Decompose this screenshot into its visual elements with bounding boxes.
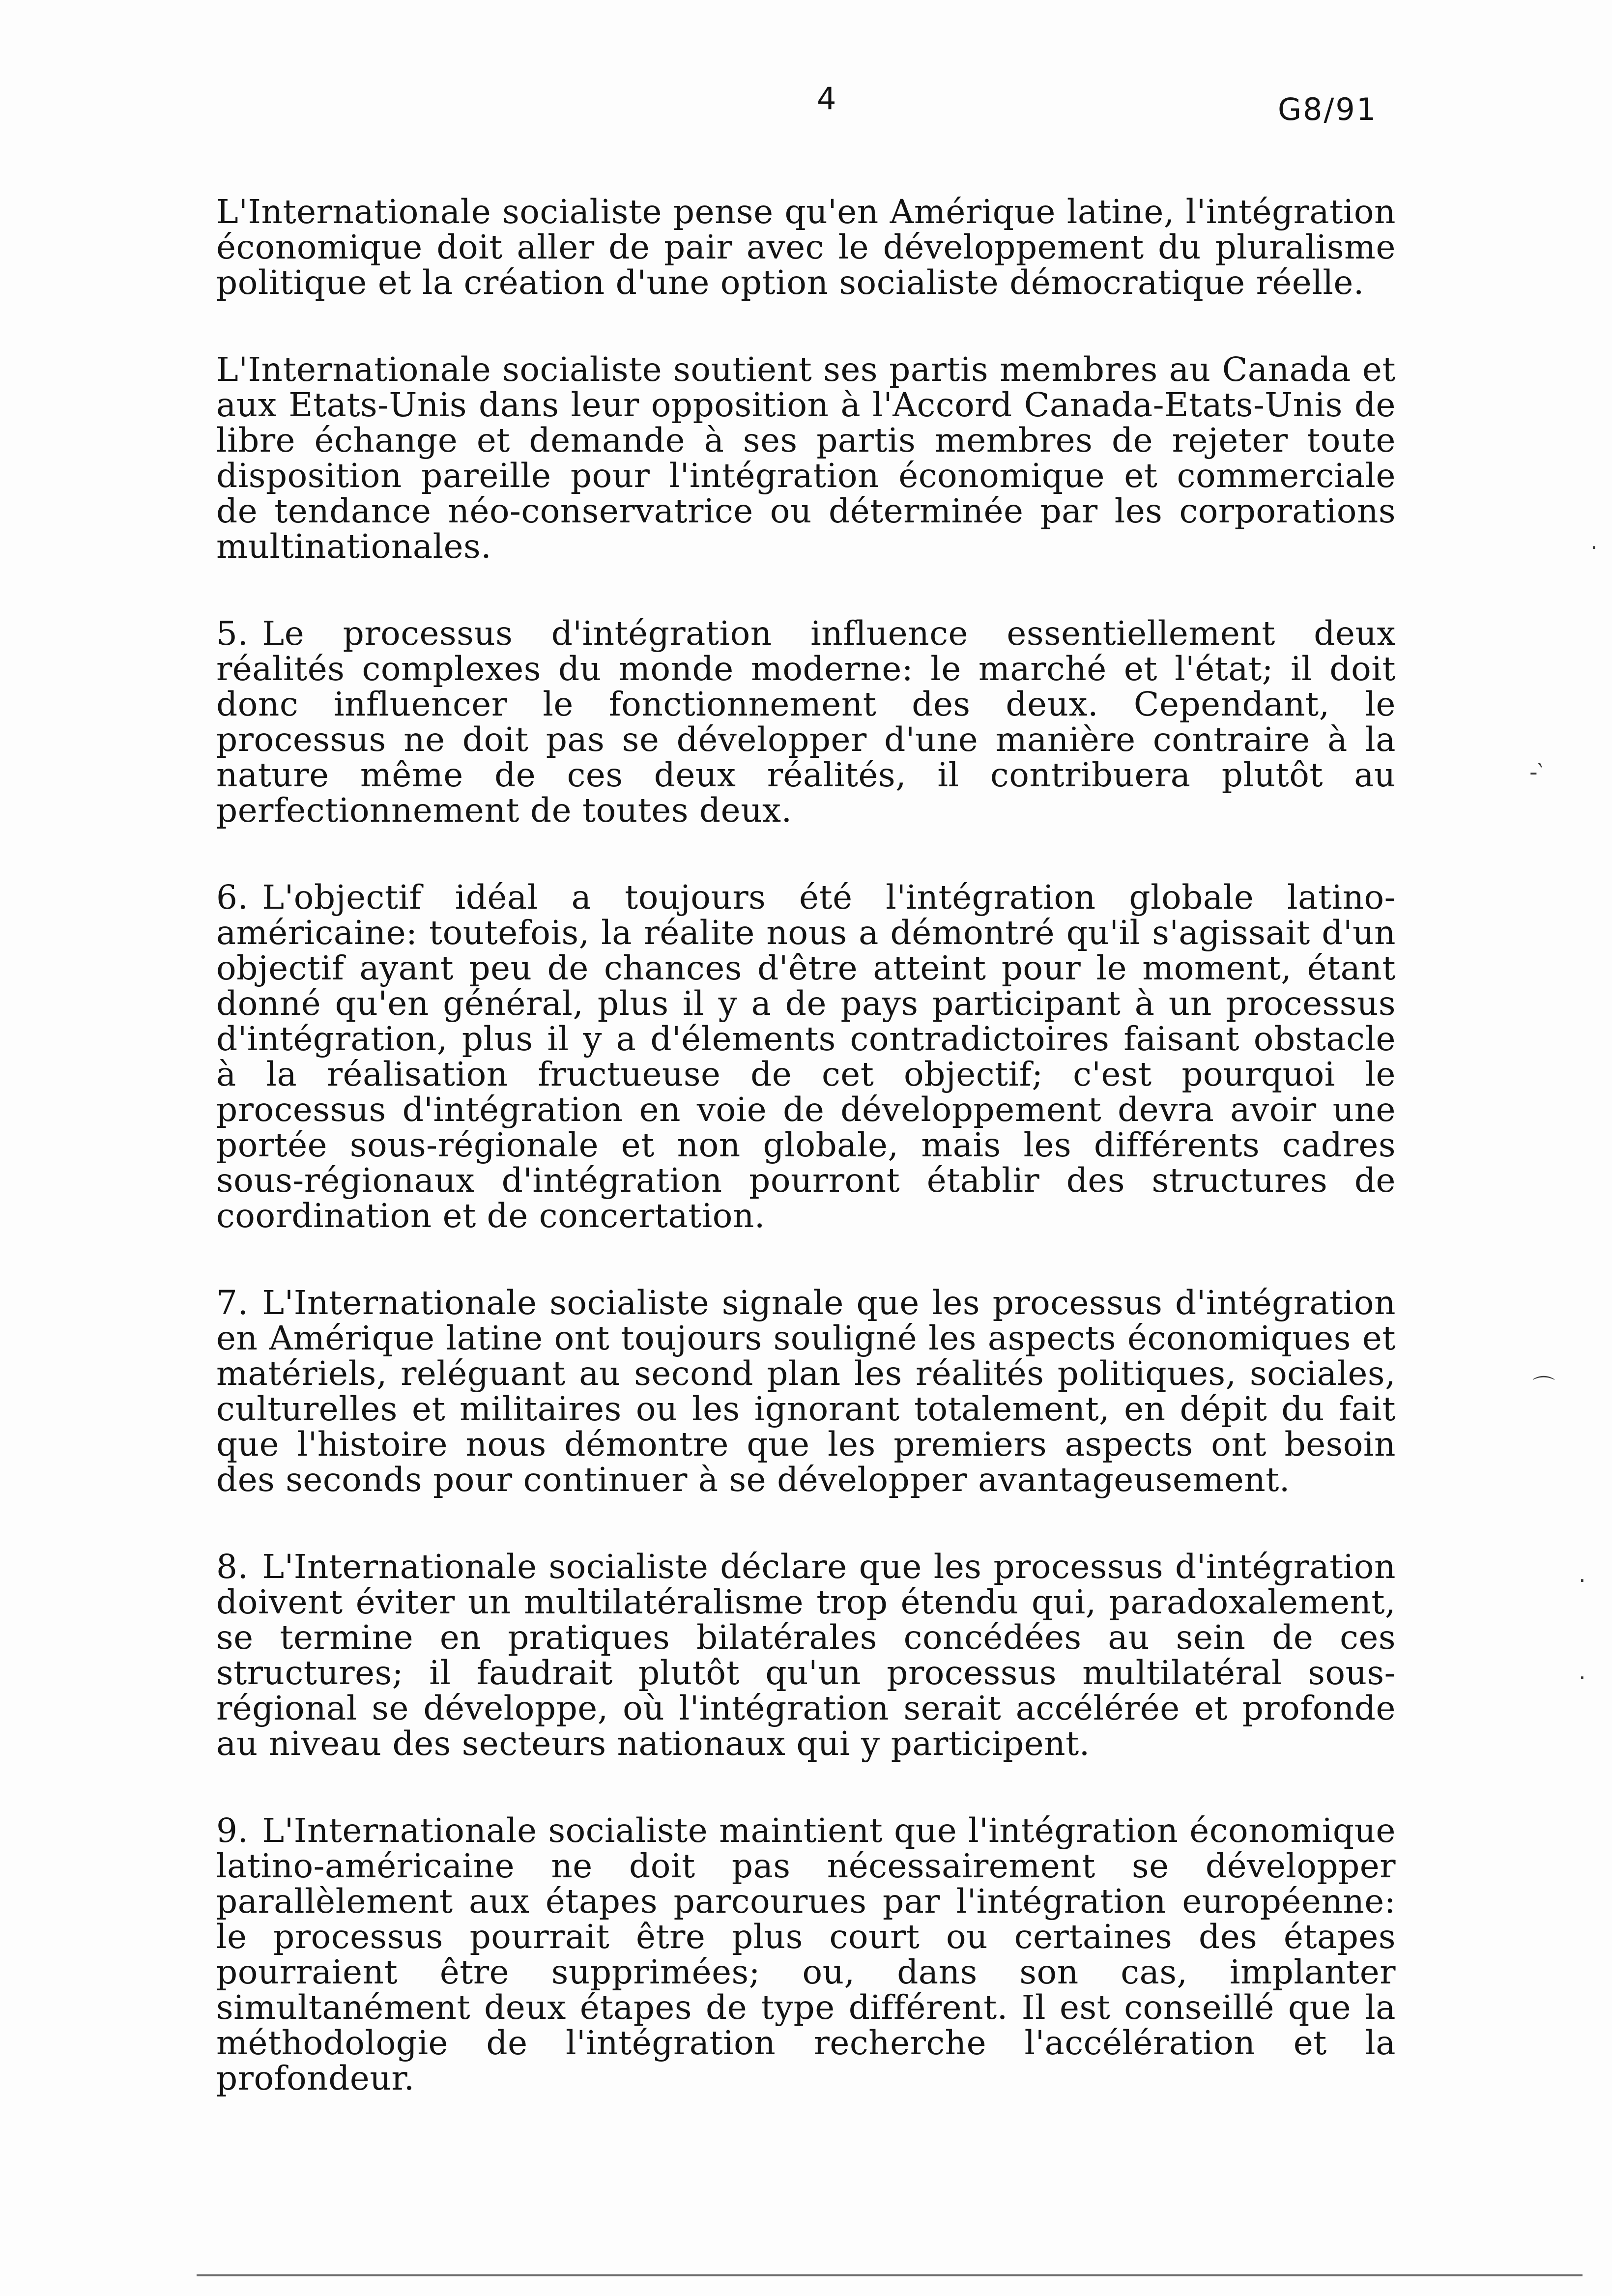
- paragraph-text: L'Internationale socialiste soutient ses partis membres au Canada et aux Etats-Unis dans leur opposition à l'Accord Canada-Etats-Unis de libre échange et demande à ses partis membres de rejeter toute disposition pareille pour l'intégration économique et commerciale de tendance néo-conservatrice ou déterminée par les corporations multinationales.: [216, 350, 1396, 566]
- page-number: 4: [817, 81, 836, 116]
- paragraph-text: L'objectif idéal a toujours été l'intégration globale latino-américaine: toutefois, la réalite nous a démontré qu'il s'agissait d'un objectif ayant peu de chances d'être atteint pour le moment, étant donné qu'en général, plus il y a de pays participant à un processus d'intégration, plus il y a d'élements contradictoires faisant obstacle à la réalisation fructueuse de cet objectif; c'est pourquoi le processus d'intégration en voie de développement devra avoir une portée sous-régionale et non globale, mais les différents cadres sous-régionaux d'intégration pourront établir des structures de coordination et de concertation.: [216, 878, 1396, 1235]
- paragraph-text: L'Internationale socialiste maintient que l'intégration économique latino-américaine ne doit pas nécessairement se développer parallèlement aux étapes parcourues par l'intégration européenne: le processus pourrait être plus court ou certaines des étapes pourraient être supprimées; ou, dans son cas, implanter simultanément deux étapes de type différent. Il est conseillé que la méthodologie de l'intégration recherche l'accélération et la profondeur.: [216, 1811, 1396, 2097]
- margin-mark: .: [1579, 1658, 1586, 1685]
- paragraph-8: [216, 1549, 1396, 1761]
- paragraph-text: L'Internationale socialiste signale que les processus d'intégration en Amérique latine ont toujours souligné les aspects économiques et matériels, reléguant au second plan les réalités politiques, sociales, culturelles et militaires ou les ignorant totalement, en dépit du fait que l'histoire nous démontre que les premiers aspects ont besoin des seconds pour continuer à se développer avantageusement.: [216, 1283, 1396, 1499]
- bottom-rule: [197, 2274, 1583, 2276]
- paragraph-text: Le processus d'intégration influence essentiellement deux réalités complexes du monde moderne: le marché et l'état; il doit donc influencer le fonctionnement des deux. Cependant, le processus ne doit pas se développer d'une manière contraire à la nature même de ces deux réalités, il contribuera plutôt au perfectionnement de toutes deux.: [216, 614, 1396, 830]
- document-reference: G8/91: [1278, 91, 1378, 127]
- paragraph-intro-2: [216, 352, 1396, 564]
- margin-mark: -‵: [1529, 759, 1543, 785]
- document-body: [216, 194, 1396, 2096]
- paragraph-number: 6.: [216, 878, 249, 917]
- margin-mark: .: [1579, 1561, 1586, 1587]
- paragraph-5: [216, 616, 1396, 828]
- paragraph-6: [216, 880, 1396, 1234]
- margin-mark: .: [1590, 528, 1598, 554]
- paragraph-text: L'Internationale socialiste déclare que les processus d'intégration doivent éviter un multilatéralisme trop étendu qui, paradoxalement, se termine en pratiques bilatérales concédées au sein de ces structures; il faudrait plutôt qu'un processus multilatéral sous-régional se développe, où l'intégration serait accélérée et profonde au niveau des secteurs nationaux qui y participent.: [216, 1547, 1396, 1763]
- margin-mark: ⌒: [1532, 1374, 1555, 1401]
- paragraph-7: [216, 1285, 1396, 1497]
- paragraph-9: [216, 1813, 1396, 2096]
- paragraph-text: L'Internationale socialiste pense qu'en Amérique latine, l'intégration économique doit aller de pair avec le développement du pluralisme politique et la création d'une option socialiste démocratique réelle.: [216, 192, 1396, 302]
- paragraph-intro-1: [216, 194, 1396, 300]
- paragraph-number: 5.: [216, 614, 249, 653]
- paragraph-number: 9.: [216, 1811, 249, 1850]
- paragraph-number: 7.: [216, 1283, 249, 1322]
- paragraph-number: 8.: [216, 1547, 249, 1586]
